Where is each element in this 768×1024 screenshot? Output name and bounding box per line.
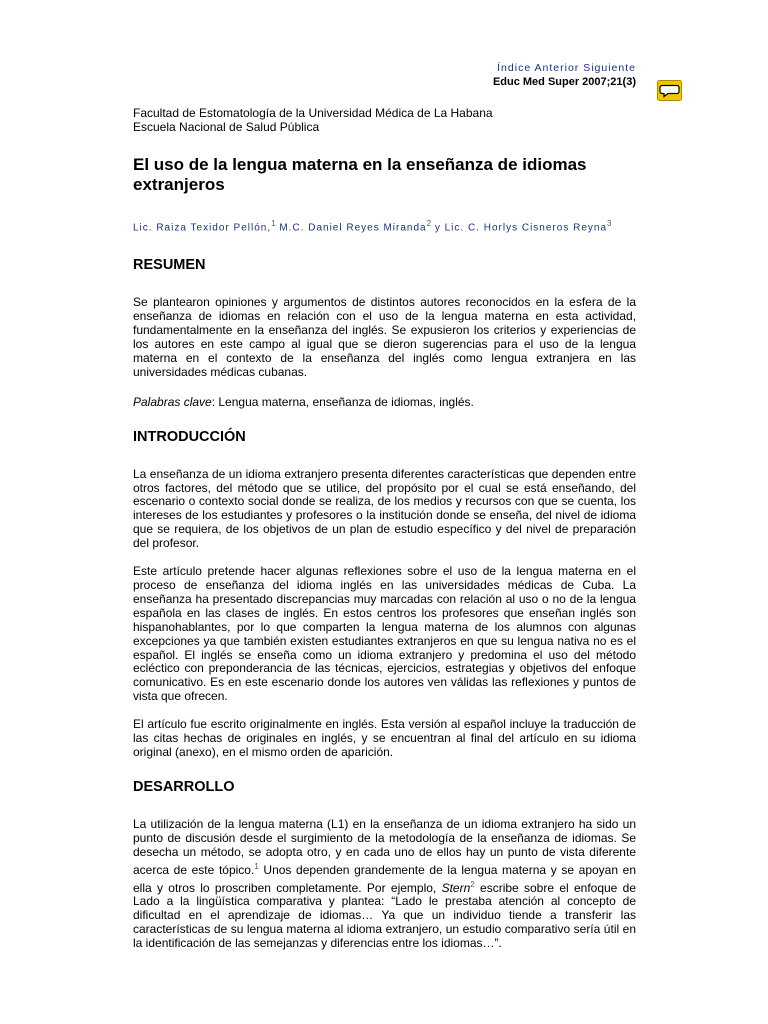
nav-indice-link[interactable]: Índice bbox=[497, 62, 532, 74]
resumen-heading: RESUMEN bbox=[133, 257, 206, 274]
author-list bbox=[133, 214, 636, 238]
introduccion-paragraph-1: La enseñanza de un idioma extranjero presenta diferentes características que dependen entre otros factores, del método que se utilice, del propósito por el cual se está enseñando, del escenario o contexto social donde se realiza, de los medios y recursos con que se cuenta, los intereses de los estudiantes y profesores o la institución donde se enseña, del nivel de idioma que se requiera, de los objetivos de un plan de estudio específico y del nivel de preparación del profesor. bbox=[133, 466, 636, 551]
introduccion-paragraph-2: Este artículo pretende hacer algunas reflexiones sobre el uso de la lengua materna en el proceso de enseñanza del idioma inglés en las universidades médicas de Cuba. La enseñanza ha presentado discrepancias muy marcadas con relación al uso o no de la lengua española en las clases de inglés. En estos centros los profesores que enseñan inglés son hispanohablantes, por lo que comparten la lengua materna de los alumnos con algunas excepciones ya que también existen estudiantes extranjeros en que su lengua nativa no es el español. El inglés se enseña como un idioma extranjero y predomina el uso del método ecléctico con preponderancia de las técnicas, ejercicios, estrategias y objetivos del enfoque comunicativo. Es en este escenario donde los autores ven válidas las reflexiones y puntos de vista que ofrecen. bbox=[133, 564, 636, 704]
desarrollo-p1-part-c: escribe sobre el enfoque de Lado a la lingüística comparativa y plantea: “Lado le prestaba atención al concepto de dificultad en el aprendizaje de idiomas… Ya que un individuo tiende a transferir las características de su lengua materna al idioma extranjero, un estudio comparativo sería útil en la identificación de las semejanzas y diferencias entre los idiomas…”. bbox=[133, 880, 637, 951]
nav-anterior-link[interactable]: Anterior bbox=[534, 62, 580, 74]
affiliation-line-2: Escuela Nacional de Salud Pública bbox=[133, 120, 320, 134]
keywords bbox=[133, 396, 636, 410]
author-3-name: Lic. C. Horlys Cisneros Reyna bbox=[444, 222, 607, 234]
nav-bar bbox=[133, 62, 636, 75]
desarrollo-p1-part-a: La utilización de la lengua materna (L1) en la enseñanza de un idioma extranjero ha sido un punto de discusión desde el surgimiento de la metodología de la enseñanza de idiomas. Se desecha un método, se adopta otro, y en cada uno de ellos hay un punto de vista diferente acerca de este tópico. bbox=[133, 816, 636, 877]
desarrollo-p1-part-b: Unos dependen grandemente de la lengua materna y se apoyan en ella y otros lo proscriben completamente. Por ejemplo, bbox=[133, 862, 636, 895]
author-2-sup: 2 bbox=[426, 219, 432, 228]
affiliation bbox=[133, 106, 636, 134]
author-1-name: Lic. Raiza Texidor Pellón, bbox=[133, 222, 272, 234]
author-connector: y bbox=[434, 222, 441, 234]
introduccion-heading: INTRODUCCIÓN bbox=[133, 428, 246, 445]
nav-siguiente-link[interactable]: Siguiente bbox=[583, 62, 636, 74]
keywords-label: Palabras clave bbox=[133, 394, 212, 409]
citation-2[interactable]: 2 bbox=[470, 879, 475, 889]
desarrollo-paragraph-1 bbox=[133, 818, 636, 951]
journal-citation: Educ Med Super 2007;21(3) bbox=[492, 76, 636, 88]
desarrollo-heading: DESARROLLO bbox=[133, 778, 235, 795]
article bbox=[133, 62, 636, 951]
author-1-sup: 1 bbox=[271, 219, 276, 228]
author-3-sup: 3 bbox=[607, 219, 612, 228]
citation-1[interactable]: 1 bbox=[254, 861, 259, 871]
comment-icon[interactable] bbox=[657, 80, 682, 101]
resumen-text: Se plantearon opiniones y argumentos de distintos autores reconocidos en la esfera de la enseñanza de idiomas en relación con el uso de la lengua materna en esta actividad, fundamentalmente en la enseñanza del inglés. Se expusieron los criterios y experiencias de los autores en este campo al igual que se dieron sugerencias para el uso de la lengua materna en el contexto de la enseñanza del inglés como lengua extranjera en las universidades médicas cubanas. bbox=[133, 295, 636, 379]
author-2-name: M.C. Daniel Reyes Miranda bbox=[279, 222, 427, 234]
affiliation-line-1: Facultad de Estomatología de la Universidad Médica de La Habana bbox=[133, 106, 493, 120]
introduccion-paragraph-3: El artículo fue escrito originalmente en inglés. Esta versión al español incluye la traducción de las citas hechas de originales en inglés, y se encuentran al final del artículo en su idioma original (anexo), en el mismo orden de aparición. bbox=[133, 717, 636, 759]
stern-name: Stern bbox=[441, 880, 471, 895]
keywords-list: : Lengua materna, enseñanza de idiomas, inglés. bbox=[211, 394, 474, 409]
article-title: El uso de la lengua materna en la enseñanza de idiomas extranjeros bbox=[133, 155, 587, 194]
